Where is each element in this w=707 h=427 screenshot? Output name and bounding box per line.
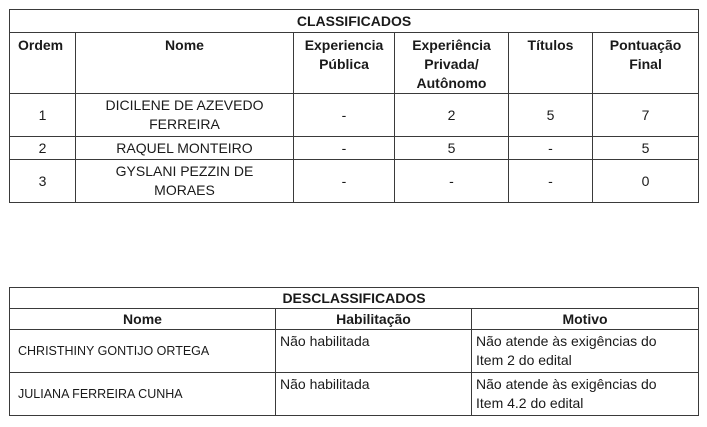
cell-motivo-line2: Item 4.2 do edital — [476, 395, 584, 411]
cell-habilitacao: Não habilitada — [276, 373, 472, 416]
cell-motivo — [472, 373, 699, 416]
header-experiencia-publica-line2: Pública — [319, 56, 369, 72]
desclassificados-table — [9, 287, 699, 416]
cell-ordem: 3 — [10, 160, 76, 203]
table-row — [10, 94, 699, 137]
cell-nome-line1: GYSLANI PEZZIN DE — [115, 163, 254, 179]
header-habilitacao: Habilitação — [276, 309, 472, 330]
desclassificados-title-row — [10, 288, 699, 309]
cell-motivo-line1: Não atende às exigências do — [476, 376, 657, 392]
table-row — [10, 137, 699, 160]
cell-motivo — [472, 330, 699, 373]
cell-ordem: 2 — [10, 137, 76, 160]
cell-ordem: 1 — [10, 94, 76, 137]
header-experiencia-publica — [294, 33, 395, 94]
cell-nome: RAQUEL MONTEIRO — [76, 137, 294, 160]
classificados-table — [9, 9, 699, 203]
desclassificados-header-row — [10, 309, 699, 330]
header-experiencia-publica-line1: Experiencia — [304, 37, 384, 53]
classificados-title-row — [10, 10, 699, 33]
table-row — [10, 160, 699, 203]
cell-pontuacao-final: 0 — [593, 160, 699, 203]
header-pontuacao-final-line2: Final — [629, 56, 662, 72]
cell-experiencia-publica: - — [294, 137, 395, 160]
header-ordem: Ordem — [10, 33, 76, 94]
cell-nome-line2: FERREIRA — [149, 116, 220, 132]
cell-nome: CHRISTHINY GONTIJO ORTEGA — [10, 330, 276, 373]
header-experiencia-privada — [395, 33, 509, 94]
cell-experiencia-privada: - — [395, 160, 509, 203]
cell-experiencia-publica: - — [294, 94, 395, 137]
header-experiencia-privada-line1: Experiência — [412, 37, 491, 53]
cell-experiencia-publica: - — [294, 160, 395, 203]
cell-titulos: 5 — [509, 94, 593, 137]
cell-nome — [76, 94, 294, 137]
cell-experiencia-privada: 2 — [395, 94, 509, 137]
cell-titulos: - — [509, 160, 593, 203]
cell-pontuacao-final: 5 — [593, 137, 699, 160]
header-pontuacao-final-line1: Pontuação — [609, 37, 682, 53]
header-experiencia-privada-line3: Autônomo — [416, 75, 487, 91]
header-nome: Nome — [10, 309, 276, 330]
cell-pontuacao-final: 7 — [593, 94, 699, 137]
cell-titulos: - — [509, 137, 593, 160]
classificados-header-row — [10, 33, 699, 94]
cell-nome-line2: MORAES — [154, 182, 215, 198]
header-nome: Nome — [76, 33, 294, 94]
cell-nome-line1: DICILENE DE AZEVEDO — [105, 97, 264, 113]
desclassificados-title: DESCLASSIFICADOS — [10, 288, 699, 309]
table-row — [10, 373, 699, 416]
cell-nome: JULIANA FERREIRA CUNHA — [10, 373, 276, 416]
header-pontuacao-final — [593, 33, 699, 94]
classificados-title: CLASSIFICADOS — [10, 10, 699, 33]
table-row — [10, 330, 699, 373]
cell-nome — [76, 160, 294, 203]
header-experiencia-privada-line2: Privada/ — [424, 56, 479, 72]
header-titulos: Títulos — [509, 33, 593, 94]
cell-motivo-line2: Item 2 do edital — [476, 352, 572, 368]
cell-motivo-line1: Não atende às exigências do — [476, 333, 657, 349]
header-motivo: Motivo — [472, 309, 699, 330]
cell-habilitacao: Não habilitada — [276, 330, 472, 373]
cell-experiencia-privada: 5 — [395, 137, 509, 160]
